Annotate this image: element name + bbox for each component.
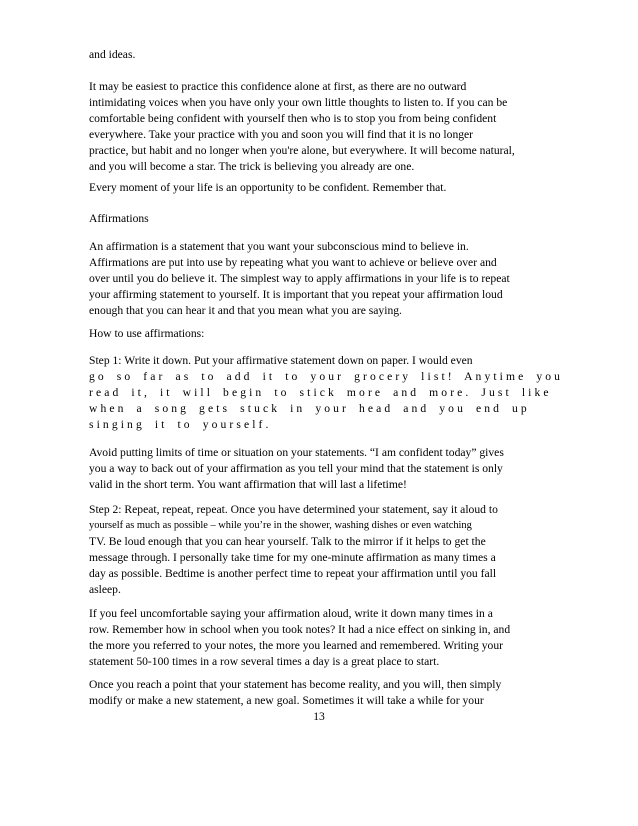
- text-line: singing it to yourself.: [89, 418, 272, 431]
- text-line: enough that you can hear it and that you mean what you are saying.: [89, 304, 402, 317]
- text-line: and you will become a star. The trick is believing you already are one.: [89, 160, 415, 173]
- text-line: the more you referred to your notes, the more you learned and remembered. Writing your: [89, 639, 503, 652]
- text-line: row. Remember how in school when you took notes? It had a nice effect on sinking in, and: [89, 623, 511, 636]
- text-line: and ideas.: [89, 48, 136, 61]
- text-line: when a song gets stuck in your head and you end up: [89, 402, 530, 415]
- text-line: It may be easiest to practice this confidence alone at first, as there are no outward: [89, 80, 467, 93]
- text-line: valid in the short term. You want affirmation that will last a lifetime!: [89, 478, 407, 491]
- text-line: message through. I personally take time for my one-minute affirmation as many times a: [89, 551, 496, 564]
- text-line: Once you reach a point that your statement has become reality, and you will, then simply: [89, 678, 502, 691]
- text-line: your affirming statement to yourself. It is important that you repeat your affirmation loud: [89, 288, 503, 301]
- text-line: comfortable being confident with yourself then who is to stop you from being confident: [89, 112, 497, 125]
- page-number: 13: [313, 710, 325, 723]
- text-line: Every moment of your life is an opportunity to be confident. Remember that.: [89, 181, 447, 194]
- text-line: If you feel uncomfortable saying your affirmation aloud, write it down many times in a: [89, 607, 493, 620]
- text-line: over until you do believe it. The simplest way to apply affirmations in your life is to repeat: [89, 272, 510, 285]
- text-line: practice, but habit and no longer when you're alone, but everywhere. It will become natural,: [89, 144, 515, 157]
- text-line: go so far as to add it to your grocery list! Anytime you: [89, 370, 564, 383]
- text-line: day as possible. Bedtime is another perfect time to repeat your affirmation until you fall: [89, 567, 497, 580]
- text-line: Avoid putting limits of time or situation on your statements. “I am confident today” gives: [89, 446, 504, 459]
- text-line: intimidating voices when you have only your own little thoughts to listen to. If you can be: [89, 96, 508, 109]
- text-line: yourself as much as possible – while you’re in the shower, washing dishes or even watching: [89, 520, 472, 531]
- text-line: Step 2: Repeat, repeat, repeat. Once you have determined your statement, say it aloud to: [89, 503, 498, 516]
- text-line: Step 1: Write it down. Put your affirmative statement down on paper. I would even: [89, 354, 473, 367]
- text-line: statement 50-100 times in a row several times a day is a great place to start.: [89, 655, 440, 668]
- text-line: everywhere. Take your practice with you and soon you will find that it is no longer: [89, 128, 474, 141]
- section-heading: Affirmations: [89, 212, 149, 225]
- text-line: modify or make a new statement, a new goal. Sometimes it will take a while for your: [89, 694, 484, 707]
- text-line: An affirmation is a statement that you want your subconscious mind to believe in.: [89, 240, 469, 253]
- text-line: TV. Be loud enough that you can hear yourself. Talk to the mirror if it helps to get the: [89, 535, 486, 548]
- subheading: How to use affirmations:: [89, 327, 205, 340]
- text-line: you a way to back out of your affirmation as you tell your mind that the statement is only: [89, 462, 503, 475]
- text-line: asleep.: [89, 583, 121, 596]
- text-line: read it, it will begin to stick more and more. Just like: [89, 386, 552, 399]
- text-line: Affirmations are put into use by repeating what you want to achieve or believe over and: [89, 256, 497, 269]
